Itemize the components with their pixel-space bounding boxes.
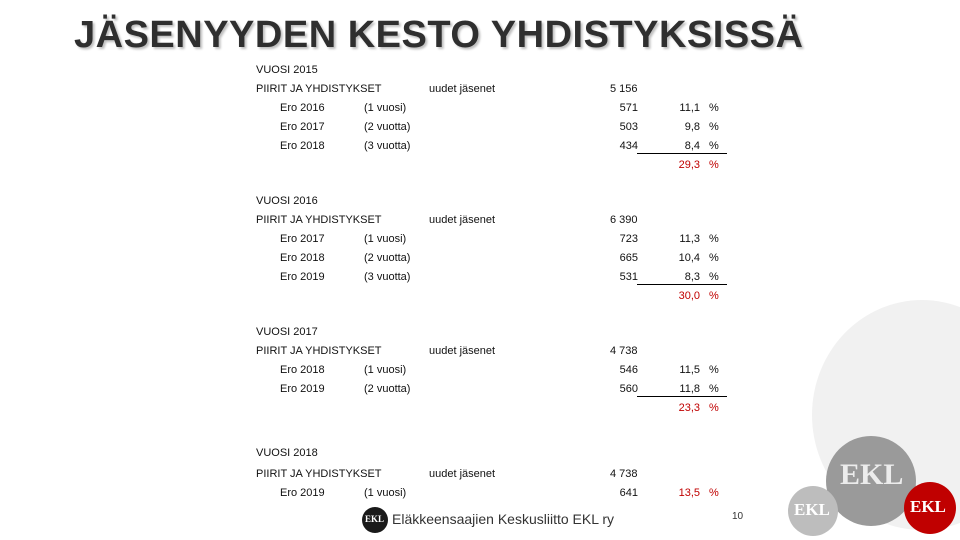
ero-year: Ero 2019: [280, 383, 325, 395]
ero-percent: 11,3: [679, 233, 700, 245]
sum-underline: [637, 284, 727, 285]
ero-count: 723: [619, 233, 638, 245]
new-members-label: uudet jäsenet: [429, 345, 496, 357]
ero-percent: 11,8: [679, 383, 700, 395]
percent-sign: %: [709, 233, 719, 245]
percent-sign: %: [709, 140, 719, 152]
ero-count: 571: [619, 102, 638, 114]
new-members-count: 5 156: [610, 83, 638, 95]
percent-sign: %: [709, 487, 719, 499]
total-percent-sign: %: [709, 159, 719, 171]
group-subtitle: PIIRIT JA YHDISTYKSET: [256, 83, 382, 95]
sum-underline: [637, 153, 727, 154]
percent-sign: %: [709, 364, 719, 376]
group-year: VUOSI 2017: [256, 326, 318, 338]
ero-percent: 10,4: [678, 252, 700, 264]
total-percent-sign: %: [709, 402, 719, 414]
ero-count: 434: [619, 140, 638, 152]
ero-percent: 8,3: [684, 271, 700, 283]
duration: (2 vuotta): [364, 383, 411, 395]
group-year: VUOSI 2016: [256, 195, 318, 207]
footer-logo-badge: [362, 507, 388, 533]
ero-count: 503: [619, 121, 638, 133]
ero-year: Ero 2017: [280, 121, 325, 133]
footer-logo-text: EKL: [365, 514, 385, 524]
ekl-logo-watermark: EKL: [840, 458, 904, 491]
ero-year: Ero 2016: [280, 102, 325, 114]
duration: (2 vuotta): [364, 252, 411, 264]
duration: (1 vuosi): [364, 364, 407, 376]
new-members-count: 4 738: [610, 345, 638, 357]
sum-underline: [637, 396, 727, 397]
percent-sign: %: [709, 121, 719, 133]
percent-sign: %: [709, 383, 719, 395]
ero-year: Ero 2019: [280, 271, 325, 283]
page-number: 10: [732, 511, 744, 522]
ero-year: Ero 2017: [280, 233, 325, 245]
duration: (2 vuotta): [364, 121, 411, 133]
duration: (3 vuotta): [364, 271, 411, 283]
ero-year: Ero 2018: [280, 252, 325, 264]
new-members-count: 6 390: [610, 214, 638, 226]
ero-count: 641: [619, 487, 638, 499]
percent-sign: %: [709, 271, 719, 283]
ero-year: Ero 2018: [280, 140, 325, 152]
new-members-count: 4 738: [610, 468, 638, 480]
percent-sign: %: [709, 252, 719, 264]
new-members-label: uudet jäsenet: [429, 214, 496, 226]
ero-percent: 13,5: [678, 487, 700, 499]
ero-count: 546: [619, 364, 638, 376]
ero-count: 560: [619, 383, 638, 395]
total-percent-sign: %: [709, 290, 719, 302]
ero-percent: 11,1: [679, 102, 700, 114]
percent-sign: %: [709, 102, 719, 114]
group-subtitle: PIIRIT JA YHDISTYKSET: [256, 214, 382, 226]
ero-year: Ero 2018: [280, 364, 325, 376]
group-subtitle: PIIRIT JA YHDISTYKSET: [256, 345, 382, 357]
group-subtitle: PIIRIT JA YHDISTYKSET: [256, 468, 382, 480]
duration: (1 vuosi): [364, 233, 407, 245]
ekl-logo-grey: EKL: [794, 500, 830, 519]
group-year: VUOSI 2015: [256, 64, 318, 76]
total-percent: 29,3: [678, 159, 700, 171]
ero-percent: 9,8: [684, 121, 700, 133]
ero-percent: 8,4: [684, 140, 700, 152]
ero-year: Ero 2019: [280, 487, 325, 499]
ero-count: 531: [619, 271, 638, 283]
new-members-label: uudet jäsenet: [429, 468, 496, 480]
slide-title: JÄSENYYDEN KESTO YHDISTYKSISSÄ: [74, 14, 804, 56]
ero-count: 665: [619, 252, 638, 264]
duration: (3 vuotta): [364, 140, 411, 152]
total-percent: 23,3: [678, 402, 700, 414]
new-members-label: uudet jäsenet: [429, 83, 496, 95]
ekl-logo-red: EKL: [910, 497, 946, 516]
ero-percent: 11,5: [679, 364, 700, 376]
duration: (1 vuosi): [364, 102, 407, 114]
total-percent: 30,0: [678, 290, 700, 302]
group-year: VUOSI 2018: [256, 447, 318, 459]
footer-organization: Eläkkeensaajien Keskusliitto EKL ry: [392, 511, 615, 527]
duration: (1 vuosi): [364, 487, 407, 499]
